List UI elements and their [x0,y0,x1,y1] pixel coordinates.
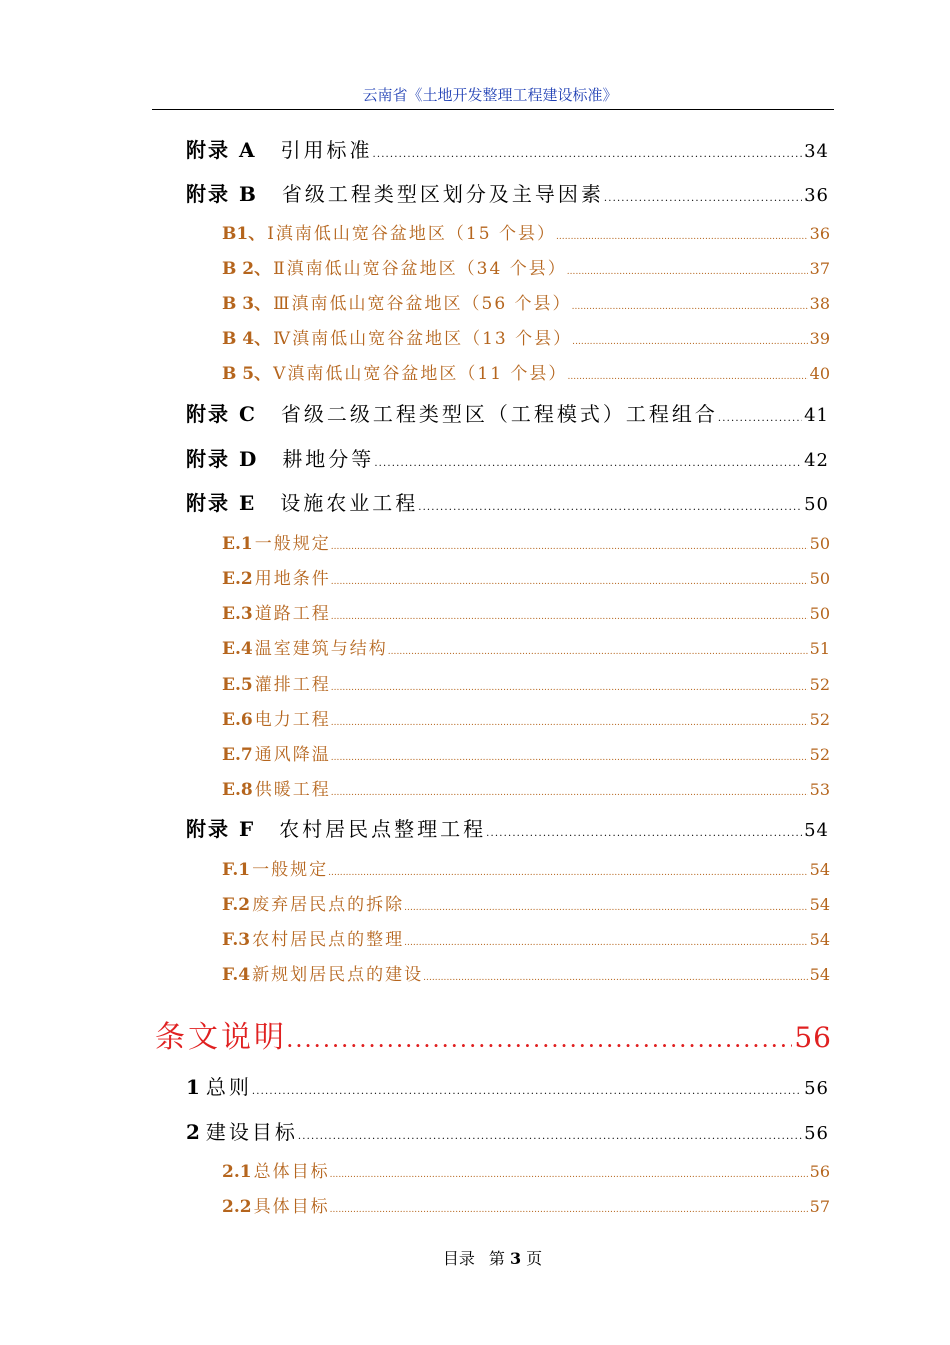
dot-leader [718,413,802,424]
entry-code: 附录 E [186,491,257,515]
toc-entry-e7[interactable] [222,740,830,764]
entry-code: 附录 B [186,182,258,206]
toc-entry-b3[interactable] [222,289,830,313]
footer-suffix: 页 [526,1249,543,1268]
dot-leader [418,502,802,513]
toc-entry-2-2[interactable] [222,1192,830,1216]
toc-entry-b2[interactable] [222,254,830,278]
entry-page: 52 [809,710,830,729]
entry-code: 2.1 [222,1162,252,1181]
entry-code: B 3、 [222,294,272,313]
entry-title: 建设目标 [205,1120,298,1144]
entry-code: 附录 C [186,402,257,426]
entry-code: E.7 [222,745,253,764]
entry-code: E.8 [222,780,253,799]
toc-entry-f3[interactable] [222,925,830,949]
entry-page: 42 [804,450,829,471]
dot-leader [330,1205,808,1215]
toc-entry-explanation[interactable] [155,1012,832,1056]
entry-title: 灌排工程 [254,675,331,694]
dot-leader [486,828,802,839]
dot-leader [330,1170,808,1180]
entry-title: Ⅲ滇南低山宽谷盆地区（56 个县） [273,294,572,313]
dot-leader [287,1032,792,1051]
toc-entry-f4[interactable] [222,960,830,984]
entry-code: F.3 [222,930,251,949]
dot-leader [331,718,808,728]
toc-entry-b1[interactable] [222,219,830,243]
dot-leader [567,372,807,382]
entry-page: 52 [809,745,830,764]
entry-title: 温室建筑与结构 [254,639,388,658]
dot-leader [331,683,808,693]
dot-leader [404,903,808,913]
dot-leader [372,149,802,160]
toc-entry-e8[interactable] [222,775,830,799]
toc-entry-2-1[interactable] [222,1157,830,1181]
entry-code: B 4、 [222,329,272,348]
entry-title: 省级二级工程类型区（工程模式）工程组合 [280,402,718,426]
entry-page: 54 [809,860,830,879]
entry-title: 省级工程类型区划分及主导因素 [281,182,604,206]
entry-page: 39 [809,329,830,348]
dot-leader [298,1131,802,1142]
dot-leader [328,868,808,878]
entry-code: F.2 [222,895,251,914]
entry-page: 40 [809,364,830,383]
entry-title: 设施农业工程 [280,491,419,515]
entry-page: 56 [809,1162,830,1181]
entry-code: E.2 [222,569,253,588]
entry-code: F.1 [222,860,251,879]
entry-code: B 2、 [222,259,272,278]
dot-leader [423,973,808,983]
entry-title: Ⅱ滇南低山宽谷盆地区（34 个县） [273,259,567,278]
entry-title: 废弃居民点的拆除 [252,895,405,914]
entry-title: 耕地分等 [282,447,375,471]
entry-page: 50 [809,534,830,553]
toc-entry-appendix-c[interactable] [186,398,829,428]
toc-entry-section-2[interactable] [186,1116,829,1146]
dot-leader [331,612,808,622]
entry-page: 50 [809,569,830,588]
entry-code: 附录 F [186,817,256,841]
dot-leader [331,577,808,587]
entry-code: E.5 [222,675,253,694]
toc-entry-f2[interactable] [222,890,830,914]
entry-page: 34 [804,141,829,162]
entry-page: 52 [809,675,830,694]
page-footer [0,1246,950,1269]
entry-title: Ⅴ滇南低山宽谷盆地区（11 个县） [273,364,568,383]
entry-page: 51 [809,639,830,658]
entry-page: 56 [794,1021,832,1054]
toc-entry-b5[interactable] [222,359,830,383]
entry-code: E.1 [222,534,253,553]
entry-code: 2 [186,1120,200,1144]
entry-page: 37 [809,259,830,278]
dot-leader [331,753,808,763]
entry-title: 一般规定 [252,860,329,879]
entry-title: 总体目标 [253,1162,330,1181]
entry-title: 引用标准 [280,138,373,162]
entry-page: 36 [804,185,829,206]
dot-leader [567,267,808,277]
entry-code: 附录 D [186,447,259,471]
toc-entry-appendix-d[interactable] [186,443,829,473]
entry-title: 具体目标 [253,1197,330,1216]
entry-code: F.4 [222,965,251,984]
entry-page: 41 [804,405,829,426]
entry-title: 电力工程 [254,710,331,729]
entry-code: E.4 [222,639,253,658]
entry-page: 54 [809,930,830,949]
entry-title: 总则 [205,1075,252,1099]
dot-leader [331,542,808,552]
entry-page: 38 [809,294,830,313]
dot-leader [388,647,808,657]
running-header-title: 云南省《土地开发整理工程建设标准》 [362,86,618,104]
entry-page: 53 [809,780,830,799]
entry-title: 农村居民点的整理 [252,930,405,949]
toc-entry-appendix-f[interactable] [186,813,829,843]
dot-leader [572,337,807,347]
entry-page: 36 [809,224,830,243]
entry-page: 54 [809,895,830,914]
footer-label: 目录 [442,1249,475,1268]
entry-title: 农村居民点整理工程 [279,817,487,841]
toc-entry-section-1[interactable] [186,1071,829,1101]
toc-entry-e6[interactable] [222,705,830,729]
footer-page-number: 3 [509,1249,522,1268]
dot-leader [404,938,808,948]
entry-code: 附录 A [186,138,257,162]
entry-code: 2.2 [222,1197,252,1216]
dot-leader [252,1086,802,1097]
toc-entry-appendix-b[interactable] [186,178,829,208]
toc-entry-f1[interactable] [222,855,830,879]
toc-entry-b4[interactable] [222,324,830,348]
entry-code: E.3 [222,604,253,623]
entry-title: 用地条件 [254,569,331,588]
toc-entry-e5[interactable] [222,670,830,694]
toc-entry-appendix-a[interactable] [186,134,829,164]
entry-page: 50 [804,494,829,515]
toc-entry-e3[interactable] [222,599,830,623]
dot-leader [331,788,808,798]
dot-leader [604,193,802,204]
toc-entry-e4[interactable] [222,634,830,658]
entry-title: 通风降温 [254,745,331,764]
entry-title: 一般规定 [254,534,331,553]
entry-title: Ⅰ滇南低山宽谷盆地区（15 个县） [267,224,556,243]
entry-code: B 5、 [222,364,272,383]
entry-title: 条文说明 [155,1020,287,1055]
entry-page: 54 [809,965,830,984]
entry-title: 供暖工程 [254,780,331,799]
dot-leader [556,232,808,242]
entry-code: B1、 [222,224,266,243]
entry-page: 56 [804,1123,829,1144]
entry-code: 1 [186,1075,200,1099]
dot-leader [374,458,802,469]
entry-title: 道路工程 [254,604,331,623]
entry-page: 54 [804,820,829,841]
toc-entry-e1[interactable] [222,529,830,553]
dot-leader [572,302,808,312]
entry-page: 57 [809,1197,830,1216]
entry-title: Ⅳ滇南低山宽谷盆地区（13 个县） [273,329,573,348]
entry-page: 56 [804,1078,829,1099]
entry-code: E.6 [222,710,253,729]
entry-page: 50 [809,604,830,623]
entry-title: 新规划居民点的建设 [252,965,424,984]
footer-prefix: 第 [488,1249,505,1268]
toc-entry-e2[interactable] [222,564,830,588]
toc-entry-appendix-e[interactable] [186,487,829,517]
